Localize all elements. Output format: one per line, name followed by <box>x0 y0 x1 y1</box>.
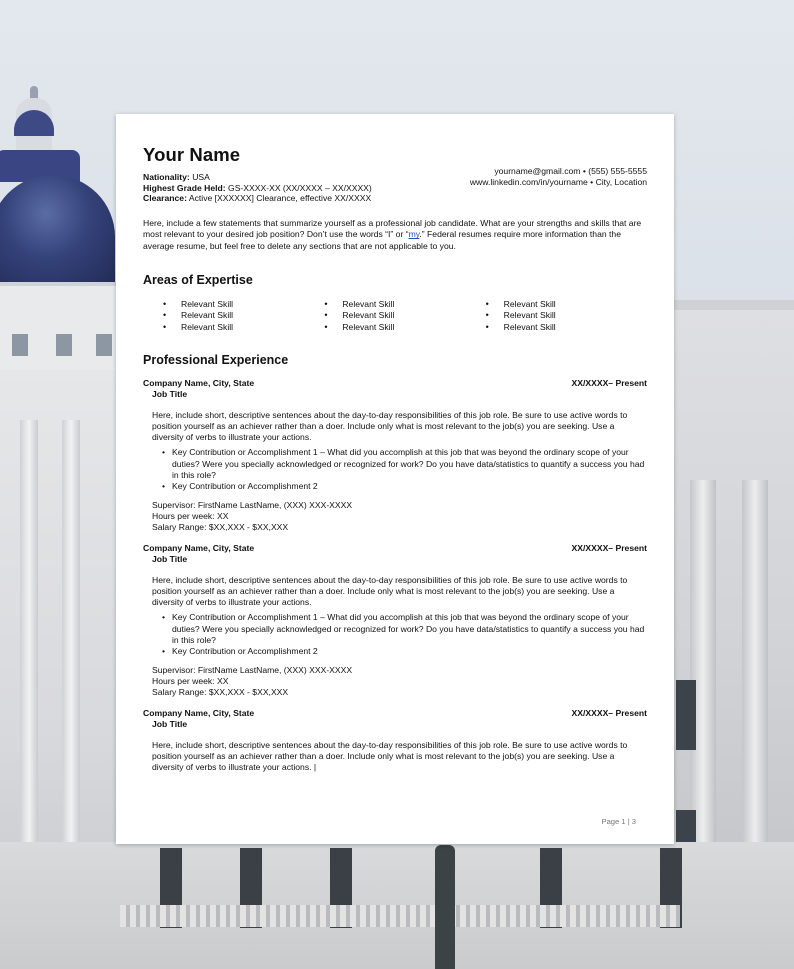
skill-item: • Relevant Skill <box>324 299 485 311</box>
job-supervisor: Supervisor: FirstName LastName, (XXX) XXX-XXXX <box>152 664 353 675</box>
contribution-item: • Key Contribution or Accomplishment 2 <box>162 646 647 657</box>
experience-heading: Professional Experience <box>143 353 289 368</box>
skill-item: • Relevant Skill <box>486 310 647 322</box>
job-company: Company Name, City, State <box>143 378 255 389</box>
skill-item: • Relevant Skill <box>163 299 324 311</box>
job-entry <box>143 378 647 533</box>
job-company: Company Name, City, State <box>143 543 255 554</box>
job-title: Job Title <box>152 719 188 730</box>
job-salary: Salary Range: $XX,XXX - $XX,XXX <box>152 687 289 698</box>
skills-column <box>486 299 647 334</box>
personal-details <box>143 172 372 204</box>
contribution-item: • Key Contribution or Accomplishment 1 – What did you accomplish at this job that was beyond the ordinary scope of your duties? Were you specially acknowledged or recognized for work? Do you have data/statistics to quantify a success you had in this role? <box>162 447 647 480</box>
job-details <box>143 500 647 534</box>
nationality-line <box>143 172 372 183</box>
nationality-label: Nationality: <box>143 172 190 182</box>
job-header <box>143 543 647 554</box>
grade-line <box>143 183 372 194</box>
drum-window <box>56 334 72 356</box>
skill-item: • Relevant Skill <box>324 322 485 334</box>
header-row <box>143 166 647 204</box>
skill-item: • Relevant Skill <box>163 310 324 322</box>
summary-text-1: Here, include a few statements that summarize yourself as a professional job candidate. What are your strengths and skills that are most relevant to your desired job position? Don’t use the words “I” or “ <box>143 217 642 240</box>
skill-item: • Relevant Skill <box>486 322 647 334</box>
job-hours: Hours per week: XX <box>152 676 229 687</box>
clearance-value: Active [XXXXXX] Clearance, effective XX/XXXX <box>188 193 372 204</box>
job-company: Company Name, City, State <box>143 708 255 719</box>
drum-window <box>12 334 28 356</box>
job-contributions <box>143 447 647 491</box>
skills-column <box>163 299 324 334</box>
dome-drum <box>0 282 116 372</box>
experience-list <box>143 378 647 773</box>
job-contributions <box>143 612 647 656</box>
job-supervisor: Supervisor: FirstName LastName, (XXX) XXX-XXXX <box>152 499 353 510</box>
street-lamp <box>435 845 455 969</box>
contact-email-phone: yourname@gmail.com • (555) 555-5555 <box>494 166 647 176</box>
drum-window <box>96 334 112 356</box>
page-number: Page 1 | 3 <box>601 817 636 826</box>
job-entry <box>143 708 647 773</box>
job-description: Here, include short, descriptive sentences about the day-to-day responsibilities of this job role. Be sure to use active words to position yourself as an achiever rather than a doer. Include only what is most relevant to the job(s) you are seeking. Use a diversity of verbs to illustrate your actions. | <box>152 739 628 773</box>
contact-linkedin-location: www.linkedin.com/in/yourname • City, Location <box>469 176 647 187</box>
job-title: Job Title <box>152 388 188 399</box>
contribution-item: • Key Contribution or Accomplishment 1 – What did you accomplish at this job that was beyond the ordinary scope of your duties? Were you specially acknowledged or recognized for work? Do you have data/statistics to quantify a success you had in this role? <box>162 612 647 645</box>
job-description: Here, include short, descriptive sentences about the day-to-day responsibilities of this job role. Be sure to use active words to position yourself as an achiever rather than a doer. Include only what is most relevant to the job(s) you are seeking. Use a diversity of verbs to illustrate your actions. <box>152 409 628 443</box>
job-details <box>143 665 647 699</box>
contribution-item: • Key Contribution or Accomplishment 2 <box>162 481 647 492</box>
clearance-line <box>143 193 372 204</box>
summary-text-2: .” Federal resumes require more information than the average resume, but feel free to delete any sections that are not applicable to you. <box>143 229 621 251</box>
job-hours: Hours per week: XX <box>152 511 229 521</box>
professional-summary <box>143 218 647 253</box>
job-dates: XX/XXXX– Present <box>571 543 647 554</box>
grade-value: GS-XXXX-XX (XX/XXXX – XX/XXXX) <box>228 182 372 193</box>
balustrade <box>120 905 680 927</box>
job-header <box>143 378 647 389</box>
clearance-label: Clearance: <box>143 193 187 204</box>
skill-item: • Relevant Skill <box>163 322 324 334</box>
skills-grid <box>143 299 647 334</box>
skill-item: • Relevant Skill <box>486 299 647 311</box>
job-title: Job Title <box>152 554 188 564</box>
skill-item: • Relevant Skill <box>324 310 485 322</box>
skills-column <box>324 299 485 334</box>
job-description: Here, include short, descriptive sentences about the day-to-day responsibilities of this job role. Be sure to use active words to position yourself as an achiever rather than a doer. Include only what is most relevant to the job(s) you are seeking. Use a diversity of verbs to illustrate your actions. <box>152 574 628 608</box>
nationality-value: USA <box>192 172 210 182</box>
candidate-name: Your Name <box>143 144 241 165</box>
job-header <box>143 708 647 719</box>
job-dates: XX/XXXX– Present <box>571 708 647 719</box>
resume-page <box>116 114 674 844</box>
summary-underlined-word: my <box>408 229 420 240</box>
building-window <box>676 680 696 750</box>
expertise-heading: Areas of Expertise <box>143 272 253 287</box>
grade-label: Highest Grade Held: <box>143 182 226 193</box>
contact-info <box>470 166 647 204</box>
job-dates: XX/XXXX– Present <box>571 378 647 389</box>
job-salary: Salary Range: $XX,XXX - $XX,XXX <box>152 522 289 533</box>
job-entry <box>143 543 647 698</box>
